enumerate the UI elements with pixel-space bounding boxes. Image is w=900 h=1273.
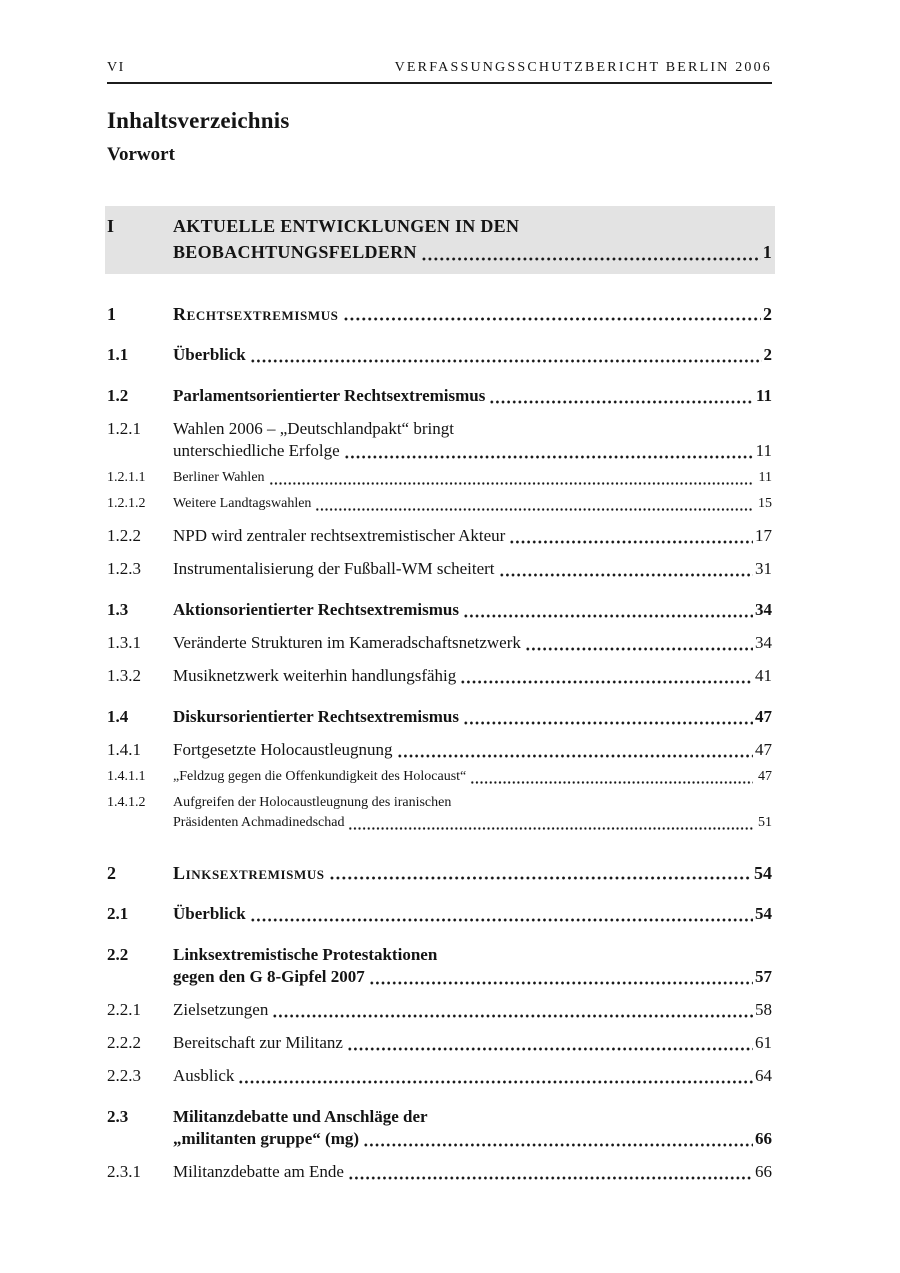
dot-leader <box>463 599 753 621</box>
toc-entry-page: 1 <box>762 242 772 262</box>
toc-entry-body <box>173 903 772 925</box>
toc-entry-title: Parlamentsorientierter Rechtsextremismus <box>173 386 486 405</box>
toc-entry <box>107 793 772 833</box>
toc-entry <box>105 206 775 274</box>
toc-entry-line <box>173 793 772 813</box>
toc-entry <box>107 767 772 787</box>
toc-entry-number: 2.1 <box>107 904 129 923</box>
toc-entry-line <box>173 1161 772 1183</box>
dot-leader <box>250 344 762 366</box>
toc-entry-title: NPD wird zentraler rechtsextremistischer Akteur <box>173 526 506 545</box>
toc-entry-number: 1.3.1 <box>107 633 141 652</box>
dot-leader <box>509 525 753 547</box>
toc-entry <box>107 1065 772 1087</box>
dot-leader <box>421 239 761 265</box>
toc-entry-number: 1.4.1.2 <box>107 795 146 810</box>
toc-entry-number: I <box>107 216 115 236</box>
toc-entry-line <box>173 599 772 621</box>
toc-entry <box>107 739 772 761</box>
toc-entry-page: 66 <box>755 1162 772 1181</box>
toc-entry-title: Musiknetzwerk weiterhin handlungsfähig <box>173 666 457 685</box>
toc-entry-page: 34 <box>755 633 772 652</box>
toc-entry-title: „Feldzug gegen die Offenkundigkeit des Holocaust“ <box>173 769 467 784</box>
toc-entry <box>107 862 772 884</box>
dot-leader <box>397 739 753 761</box>
toc-entry-title: Linksextremismus <box>173 863 325 883</box>
toc <box>107 206 772 1183</box>
toc-entry-line <box>173 494 772 514</box>
toc-entry-title: Fortgesetzte Holocaustleugnung <box>173 740 393 759</box>
toc-entry <box>107 418 772 462</box>
toc-entry-body <box>173 385 772 407</box>
toc-entry-page: 66 <box>755 1129 772 1148</box>
toc-entry-body <box>173 999 772 1021</box>
toc-entry-body <box>173 599 772 621</box>
toc-entry <box>107 944 772 988</box>
toc-entry-number: 2.3.1 <box>107 1162 141 1181</box>
toc-entry <box>107 494 772 514</box>
toc-entry-page: 17 <box>755 526 772 545</box>
toc-entry-line <box>173 418 772 440</box>
dot-leader <box>329 862 752 884</box>
toc-entry-line <box>173 966 772 988</box>
toc-entry-body <box>173 862 772 884</box>
toc-entry-line <box>173 1032 772 1054</box>
toc-entry-body <box>173 767 772 787</box>
toc-entry-number: 2.2 <box>107 945 129 964</box>
toc-entry-title: „militanten gruppe“ (mg) <box>173 1129 360 1148</box>
dot-leader <box>344 440 754 462</box>
dot-leader <box>272 999 753 1021</box>
dot-leader <box>463 706 753 728</box>
toc-entry-page: 54 <box>754 863 772 883</box>
dot-leader <box>369 966 753 988</box>
toc-entry-number: 1.2.1.1 <box>107 470 146 485</box>
toc-entry-body <box>173 632 772 654</box>
toc-entry-line <box>173 632 772 654</box>
toc-entry-body <box>173 213 772 265</box>
toc-entry-body <box>173 739 772 761</box>
toc-entry <box>107 632 772 654</box>
header-running-title: VERFASSUNGSSCHUTZBERICHT BERLIN 2006 <box>394 60 772 75</box>
toc-entry-page: 51 <box>758 815 772 830</box>
toc-entry-title: Ausblick <box>173 1066 235 1085</box>
toc-entry-title: Militanzdebatte und Anschläge der <box>173 1107 428 1126</box>
toc-entry-title: Weitere Landtagswahlen <box>173 496 312 511</box>
toc-entry-line <box>173 440 772 462</box>
toc-entry-title: Berliner Wahlen <box>173 470 265 485</box>
toc-entry-line <box>173 862 772 884</box>
toc-entry-body <box>173 468 772 488</box>
toc-entry-line <box>173 239 772 265</box>
toc-entry-body <box>173 793 772 833</box>
toc-entry <box>107 385 772 407</box>
toc-entry-line <box>173 903 772 925</box>
toc-entry-title: Aktionsorientierter Rechtsextremismus <box>173 600 459 619</box>
toc-entry-page: 41 <box>755 666 772 685</box>
page-header <box>107 60 772 84</box>
toc-entry-line <box>173 213 772 239</box>
toc-entry-line <box>173 1128 772 1150</box>
toc-entry-page: 47 <box>755 740 772 759</box>
toc-entry-body <box>173 1032 772 1054</box>
toc-entry <box>107 1106 772 1150</box>
toc-entry-body <box>173 344 772 366</box>
toc-entry-body <box>173 494 772 514</box>
dot-leader <box>525 632 753 654</box>
toc-entry-number: 1.2.2 <box>107 526 141 545</box>
toc-entry <box>107 344 772 366</box>
toc-entry-title: Instrumentalisierung der Fußball-WM scheitert <box>173 559 495 578</box>
toc-entry-line <box>173 1065 772 1087</box>
toc-entry-number: 2 <box>107 863 116 883</box>
toc-entry-line <box>173 558 772 580</box>
toc-entry-number: 1.4 <box>107 707 129 726</box>
toc-entry-number: 1.4.1 <box>107 740 141 759</box>
toc-entry-line <box>173 525 772 547</box>
dot-leader <box>460 665 753 687</box>
toc-entry-page: 11 <box>755 386 772 405</box>
dot-leader <box>489 385 754 407</box>
toc-entry-page: 57 <box>755 967 772 986</box>
toc-entry-title: unterschiedliche Erfolge <box>173 441 340 460</box>
toc-entry <box>107 525 772 547</box>
toc-entry-body <box>173 1065 772 1087</box>
toc-entry <box>107 903 772 925</box>
toc-entry-line <box>173 706 772 728</box>
toc-entry <box>107 1161 772 1183</box>
toc-entry <box>107 665 772 687</box>
toc-entry-title: Bereitschaft zur Militanz <box>173 1033 343 1052</box>
header-page-number: VI <box>107 60 125 75</box>
toc-entry-title: Präsidenten Achmadinedschad <box>173 815 345 830</box>
toc-entry-page: 15 <box>758 496 772 511</box>
dot-leader <box>363 1128 753 1150</box>
toc-entry-line <box>173 944 772 966</box>
toc-entry-page: 2 <box>763 304 772 324</box>
toc-entry-page: 64 <box>755 1066 772 1085</box>
toc-entry <box>107 599 772 621</box>
toc-entry <box>107 468 772 488</box>
dot-leader <box>250 903 753 925</box>
dot-leader <box>343 303 761 325</box>
dot-leader <box>348 1161 753 1183</box>
toc-entry-body <box>173 303 772 325</box>
toc-entry-body <box>173 665 772 687</box>
toc-entry-body <box>173 706 772 728</box>
toc-entry-page: 2 <box>763 345 772 364</box>
toc-entry-title: Rechtsextremismus <box>173 304 339 324</box>
toc-entry-title: gegen den G 8-Gipfel 2007 <box>173 967 365 986</box>
toc-entry-title: Zielsetzungen <box>173 1000 269 1019</box>
toc-entry-body <box>173 1106 772 1150</box>
toc-entry <box>107 303 772 325</box>
toc-entry-number: 1.2 <box>107 386 129 405</box>
toc-entry-title: Wahlen 2006 – „Deutschlandpakt“ bringt <box>173 419 454 438</box>
toc-entry-page: 34 <box>755 600 772 619</box>
toc-entry-number: 1.3 <box>107 600 129 619</box>
dot-leader <box>499 558 754 580</box>
toc-entry-title: Überblick <box>173 904 246 923</box>
page-title: Inhaltsverzeichnis <box>107 108 290 133</box>
toc-entry-number: 2.2.1 <box>107 1000 141 1019</box>
toc-entry-body <box>173 525 772 547</box>
toc-entry-number: 1.1 <box>107 345 129 364</box>
toc-entry-body <box>173 558 772 580</box>
toc-entry-title: Linksextremistische Protestaktionen <box>173 945 438 964</box>
toc-entry-title: Diskursorientierter Rechtsextremismus <box>173 707 459 726</box>
toc-entry-page: 47 <box>758 769 772 784</box>
toc-entry-line <box>173 468 772 488</box>
toc-entry-title: Überblick <box>173 345 246 364</box>
toc-entry-line <box>173 999 772 1021</box>
toc-entry-line <box>173 344 772 366</box>
toc-entry-line <box>173 1106 772 1128</box>
toc-entry-title: Veränderte Strukturen im Kameradschaftsnetzwerk <box>173 633 521 652</box>
toc-entry-number: 2.2.3 <box>107 1066 141 1085</box>
toc-entry-page: 11 <box>758 470 772 485</box>
toc-entry <box>107 706 772 728</box>
toc-entry-title: BEOBACHTUNGSFELDERN <box>173 242 417 262</box>
toc-entry-line <box>173 739 772 761</box>
toc-entry <box>107 1032 772 1054</box>
toc-entry-line <box>173 813 772 833</box>
toc-entry-page: 54 <box>755 904 772 923</box>
toc-entry-number: 1.3.2 <box>107 666 141 685</box>
toc-entry <box>107 999 772 1021</box>
toc-entry-number: 1.4.1.1 <box>107 769 146 784</box>
toc-entry-number: 2.2.2 <box>107 1033 141 1052</box>
toc-entry-page: 61 <box>755 1033 772 1052</box>
toc-entry-title: AKTUELLE ENTWICKLUNGEN IN DEN <box>173 216 520 236</box>
dot-leader <box>347 1032 753 1054</box>
toc-entry-line <box>173 767 772 787</box>
toc-entry-body <box>173 1161 772 1183</box>
toc-entry-page: 31 <box>755 559 772 578</box>
toc-entry-line <box>173 385 772 407</box>
dot-leader <box>238 1065 753 1087</box>
toc-entry-body <box>173 418 772 462</box>
toc-entry-line <box>173 303 772 325</box>
toc-entry-page: 47 <box>755 707 772 726</box>
dot-leader <box>269 468 754 488</box>
dot-leader <box>315 494 753 514</box>
dot-leader <box>470 767 753 787</box>
toc-entry-title: Aufgreifen der Holocaustleugnung des iranischen <box>173 795 452 810</box>
toc-entry-number: 2.3 <box>107 1107 129 1126</box>
toc-entry-line <box>173 665 772 687</box>
toc-entry-body <box>173 944 772 988</box>
toc-entry-page: 11 <box>755 441 772 460</box>
toc-entry-number: 1.2.3 <box>107 559 141 578</box>
toc-entry-title: Militanzdebatte am Ende <box>173 1162 344 1181</box>
toc-entry-number: 1 <box>107 304 116 324</box>
toc-entry <box>107 558 772 580</box>
vorwort-heading: Vorwort <box>107 144 175 165</box>
toc-entry-number: 1.2.1 <box>107 419 141 438</box>
toc-entry-page: 58 <box>755 1000 772 1019</box>
toc-entry-number: 1.2.1.2 <box>107 496 146 511</box>
dot-leader <box>348 813 753 833</box>
